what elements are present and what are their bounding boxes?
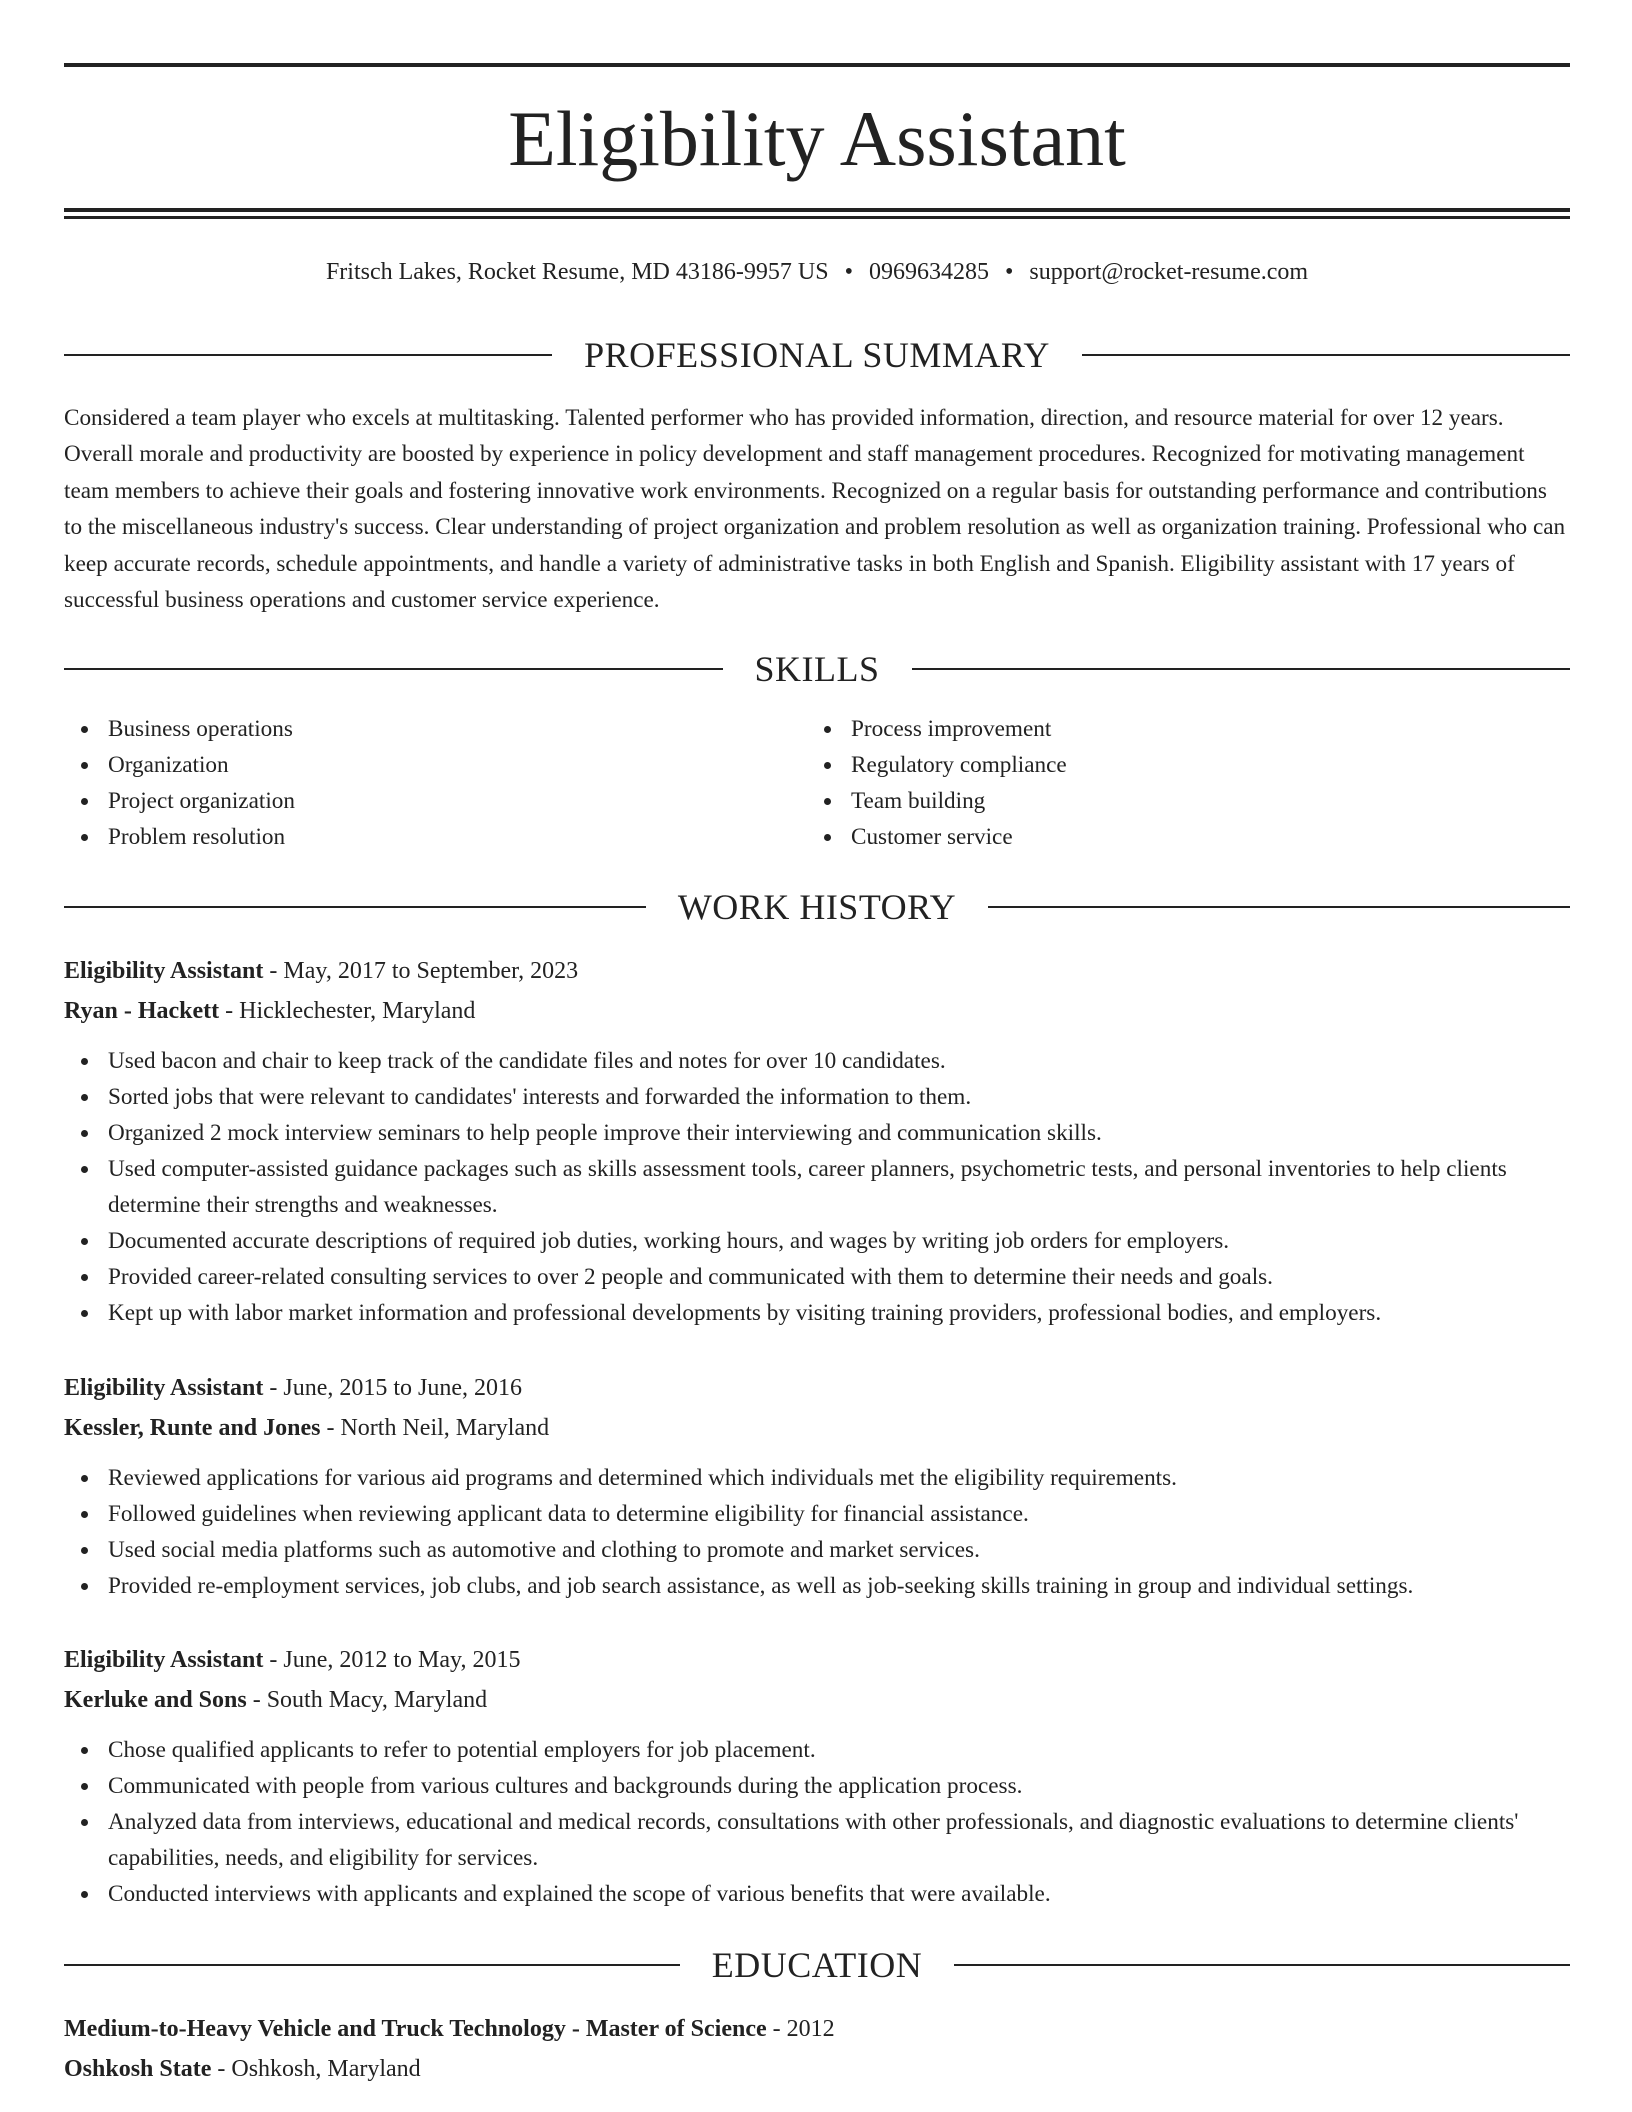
contact-phone: 0969634285 xyxy=(868,259,989,285)
school-location: - Oshkosh, Maryland xyxy=(211,2056,421,2082)
heading-rule xyxy=(64,1964,680,1966)
degree: Medium-to-Heavy Vehicle and Truck Technology - Master of Science xyxy=(64,2016,767,2042)
job-entry xyxy=(64,1640,1570,1912)
top-rule xyxy=(64,63,1570,67)
job-company-line xyxy=(64,1408,1570,1448)
title-rule-upper xyxy=(64,208,1570,212)
school-line xyxy=(64,2049,1570,2089)
duty-item: Sorted jobs that were relevant to candidates' interests and forwarded the information to them. xyxy=(64,1079,1570,1115)
skill-item: Business operations xyxy=(64,711,295,747)
job-entry xyxy=(64,1368,1570,1604)
duty-item: Analyzed data from interviews, educational and medical records, consultations with other professionals, and diagnostic evaluations to determine clients' capabilities, needs, and eligibility for services. xyxy=(64,1804,1570,1876)
skill-item: Problem resolution xyxy=(64,819,295,855)
job-company-line xyxy=(64,1680,1570,1720)
work-heading: WORK HISTORY xyxy=(677,887,957,927)
heading-rule xyxy=(954,1964,1570,1966)
summary-text: Considered a team player who excels at multitasking. Talented performer who has provided information, direction, and resource material for over 12 years. Overall morale and productivity are boosted by experience in policy development and staff management procedures. Recognized for motivating management team members to achieve their goals and fostering innovative work environments. Recognized on a regular basis for outstanding performance and contributions to the miscellaneous industry's success. Clear understanding of project organization and problem resolution as well as organization training. Professional who can keep accurate records, schedule appointments, and handle a variety of administrative tasks in both English and Spanish. Eligibility assistant with 17 years of successful business operations and customer service experience. xyxy=(64,405,1566,614)
title-rule-lower xyxy=(64,216,1570,219)
duty-item: Used social media platforms such as automotive and clothing to promote and market services. xyxy=(64,1532,1570,1568)
skill-item: Process improvement xyxy=(807,711,1067,747)
duty-item: Communicated with people from various cultures and backgrounds during the application process. xyxy=(64,1768,1570,1804)
duty-item: Provided career-related consulting services to over 2 people and communicated with them to determine their needs and goals. xyxy=(64,1259,1570,1295)
job-title-line xyxy=(64,1640,1570,1680)
school-name: Oshkosh State xyxy=(64,2056,212,2082)
contact-separator: • xyxy=(844,259,853,285)
heading-rule xyxy=(988,906,1570,908)
job-duties xyxy=(64,1460,1570,1604)
skills-heading: SKILLS xyxy=(754,649,880,689)
duty-item: Followed guidelines when reviewing applicant data to determine eligibility for financial assistance. xyxy=(64,1496,1570,1532)
job-title-line xyxy=(64,1368,1570,1408)
job-location: - North Neil, Maryland xyxy=(320,1415,550,1441)
section-heading-summary xyxy=(64,333,1570,377)
resume-title: Eligibility Assistant xyxy=(508,95,1126,182)
duty-item: Used bacon and chair to keep track of the candidate files and notes for over 10 candidates. xyxy=(64,1043,1570,1079)
skill-item: Regulatory compliance xyxy=(807,747,1067,783)
skills-column-right xyxy=(807,711,1067,855)
section-heading-skills xyxy=(64,647,1570,691)
contact-address: Fritsch Lakes, Rocket Resume, MD 43186-9957 US xyxy=(325,259,829,285)
job-dates: - June, 2015 to June, 2016 xyxy=(263,1375,523,1401)
heading-rule xyxy=(64,354,552,356)
section-heading-education xyxy=(64,1943,1570,1987)
education-entry xyxy=(64,2009,1570,2089)
job-title: Eligibility Assistant xyxy=(64,958,264,984)
job-title: Eligibility Assistant xyxy=(64,1375,264,1401)
duty-item: Provided re-employment services, job clubs, and job search assistance, as well as job-seeking skills training in group and individual settings. xyxy=(64,1568,1570,1604)
skill-item: Project organization xyxy=(64,783,295,819)
skill-item: Team building xyxy=(807,783,1067,819)
job-duties xyxy=(64,1043,1570,1331)
duty-item: Documented accurate descriptions of required job duties, working hours, and wages by writing job orders for employers. xyxy=(64,1223,1570,1259)
skill-item: Customer service xyxy=(807,819,1067,855)
job-entry xyxy=(64,951,1570,1331)
summary-heading: PROFESSIONAL SUMMARY xyxy=(584,335,1050,375)
job-title: Eligibility Assistant xyxy=(64,1647,264,1673)
job-location: - South Macy, Maryland xyxy=(246,1687,488,1713)
job-dates: - May, 2017 to September, 2023 xyxy=(263,958,579,984)
job-location: - Hicklechester, Maryland xyxy=(219,998,476,1024)
duty-item: Conducted interviews with applicants and explained the scope of various benefits that were available. xyxy=(64,1876,1570,1912)
duty-item: Reviewed applications for various aid programs and determined which individuals met the eligibility requirements. xyxy=(64,1460,1570,1496)
degree-line xyxy=(64,2009,1570,2049)
duty-item: Kept up with labor market information and professional developments by visiting training providers, professional bodies, and employers. xyxy=(64,1295,1570,1331)
contact-line xyxy=(64,254,1570,290)
job-company: Kessler, Runte and Jones xyxy=(64,1415,321,1441)
job-company-line xyxy=(64,991,1570,1031)
job-dates: - June, 2012 to May, 2015 xyxy=(263,1647,521,1673)
contact-separator: • xyxy=(1004,259,1014,285)
graduation-year: - 2012 xyxy=(766,2016,835,2042)
heading-rule xyxy=(1082,354,1570,356)
contact-email: support@rocket-resume.com xyxy=(1029,259,1309,285)
duty-item: Chose qualified applicants to refer to potential employers for job placement. xyxy=(64,1732,1570,1768)
section-heading-work xyxy=(64,885,1570,929)
duty-item: Organized 2 mock interview seminars to help people improve their interviewing and communication skills. xyxy=(64,1115,1570,1151)
heading-rule xyxy=(912,668,1571,670)
job-company: Ryan - Hackett xyxy=(64,998,220,1024)
job-title-line xyxy=(64,951,1570,991)
heading-rule xyxy=(64,668,723,670)
skills-column-left xyxy=(64,711,295,855)
education-heading: EDUCATION xyxy=(711,1945,923,1985)
job-company: Kerluke and Sons xyxy=(64,1687,247,1713)
job-duties xyxy=(64,1732,1570,1912)
skill-item: Organization xyxy=(64,747,295,783)
duty-item: Used computer-assisted guidance packages such as skills assessment tools, career planners, psychometric tests, and personal inventories to help clients determine their strengths and weaknesses. xyxy=(64,1151,1570,1223)
heading-rule xyxy=(64,906,646,908)
